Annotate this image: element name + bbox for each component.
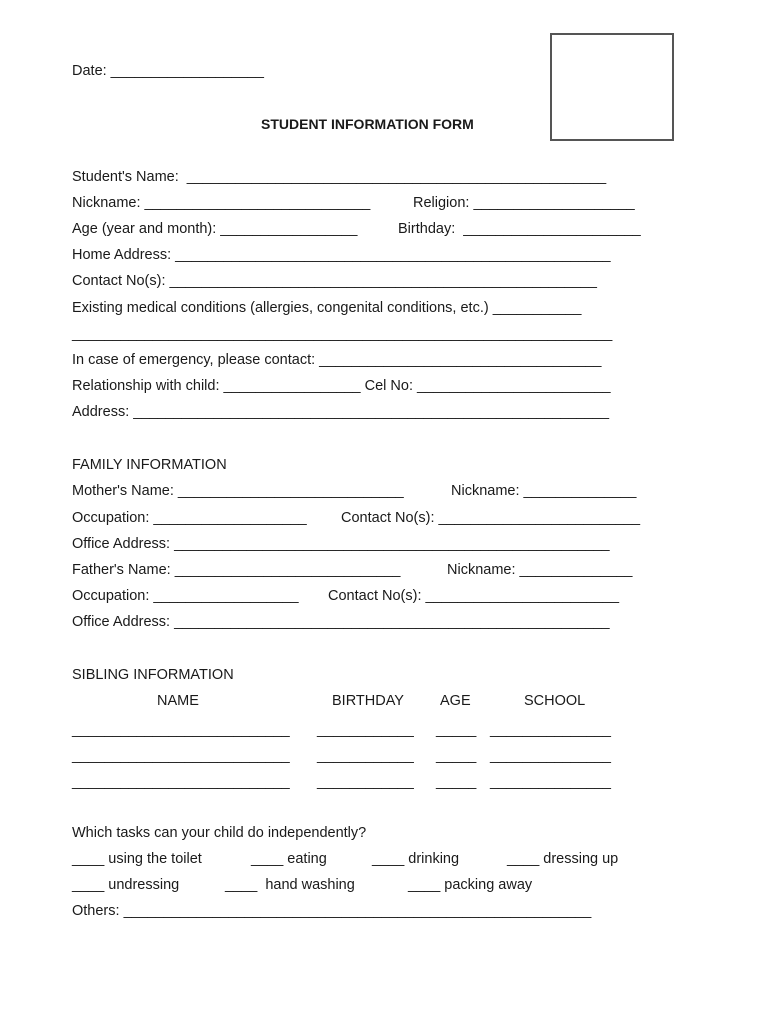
age-field[interactable]: Age (year and month): _________________: [72, 221, 358, 237]
nickname-field[interactable]: Nickname: ____________________________: [72, 195, 371, 211]
mother-name-field[interactable]: Mother's Name: ____________________________: [72, 483, 404, 499]
page-title: STUDENT INFORMATION FORM: [261, 116, 474, 132]
photo-box: [550, 33, 674, 141]
sibling-birthday-field[interactable]: ____________: [317, 774, 414, 790]
task-hand-washing[interactable]: ____ hand washing: [225, 877, 355, 893]
family-heading: FAMILY INFORMATION: [72, 457, 227, 473]
task-using-toilet[interactable]: ____ using the toilet: [72, 851, 202, 867]
column-header-name: NAME: [157, 693, 199, 709]
mother-occupation-field[interactable]: Occupation: ___________________: [72, 510, 307, 526]
sibling-age-field[interactable]: _____: [436, 722, 477, 738]
task-dressing-up[interactable]: ____ dressing up: [507, 851, 619, 867]
birthday-field[interactable]: Birthday: ______________________: [398, 221, 641, 237]
mother-contact-field[interactable]: Contact No(s): _________________________: [341, 510, 641, 526]
column-header-birthday: BIRTHDAY: [332, 693, 404, 709]
emergency-contact-field[interactable]: In case of emergency, please contact: ___________________________________: [72, 352, 602, 368]
home-address-field[interactable]: Home Address: ______________________________________________________: [72, 247, 611, 263]
sibling-name-field[interactable]: ___________________________: [72, 722, 290, 738]
contact-field[interactable]: Contact No(s): _____________________________________________________: [72, 273, 597, 289]
sibling-age-field[interactable]: _____: [436, 748, 477, 764]
father-office-field[interactable]: Office Address: ______________________________________________________: [72, 614, 610, 630]
task-eating[interactable]: ____ eating: [251, 851, 327, 867]
sibling-age-field[interactable]: _____: [436, 774, 477, 790]
task-packing-away[interactable]: ____ packing away: [408, 877, 533, 893]
sibling-birthday-field[interactable]: ____________: [317, 748, 414, 764]
sibling-name-field[interactable]: ___________________________: [72, 748, 290, 764]
sibling-school-field[interactable]: _______________: [490, 722, 611, 738]
column-header-age: AGE: [440, 693, 471, 709]
task-undressing[interactable]: ____ undressing: [72, 877, 180, 893]
mother-nickname-field[interactable]: Nickname: ______________: [451, 483, 637, 499]
medical-conditions-field[interactable]: Existing medical conditions (allergies, congenital conditions, etc.) ___________: [72, 300, 582, 316]
column-header-school: SCHOOL: [524, 693, 586, 709]
sibling-birthday-field[interactable]: ____________: [317, 722, 414, 738]
sibling-school-field[interactable]: _______________: [490, 748, 611, 764]
date-field[interactable]: Date: ___________________: [72, 63, 264, 79]
medical-conditions-continued[interactable]: ___________________________________________________________________: [72, 326, 613, 342]
mother-office-field[interactable]: Office Address: ______________________________________________________: [72, 536, 610, 552]
father-nickname-field[interactable]: Nickname: ______________: [447, 562, 633, 578]
others-field[interactable]: Others: __________________________________________________________: [72, 903, 592, 919]
father-contact-field[interactable]: Contact No(s): ________________________: [328, 588, 620, 604]
tasks-question: Which tasks can your child do independently?: [72, 825, 367, 841]
task-drinking[interactable]: ____ drinking: [372, 851, 460, 867]
address-field[interactable]: Address: ___________________________________________________________: [72, 404, 610, 420]
sibling-name-field[interactable]: ___________________________: [72, 774, 290, 790]
sibling-school-field[interactable]: _______________: [490, 774, 611, 790]
sibling-heading: SIBLING INFORMATION: [72, 667, 234, 683]
father-name-field[interactable]: Father's Name: ____________________________: [72, 562, 401, 578]
relationship-field[interactable]: Relationship with child: _________________ Cel No: ________________________: [72, 378, 611, 394]
father-occupation-field[interactable]: Occupation: __________________: [72, 588, 299, 604]
religion-field[interactable]: Religion: ____________________: [413, 195, 635, 211]
student-name-field[interactable]: Student's Name: ____________________________________________________: [72, 169, 607, 185]
